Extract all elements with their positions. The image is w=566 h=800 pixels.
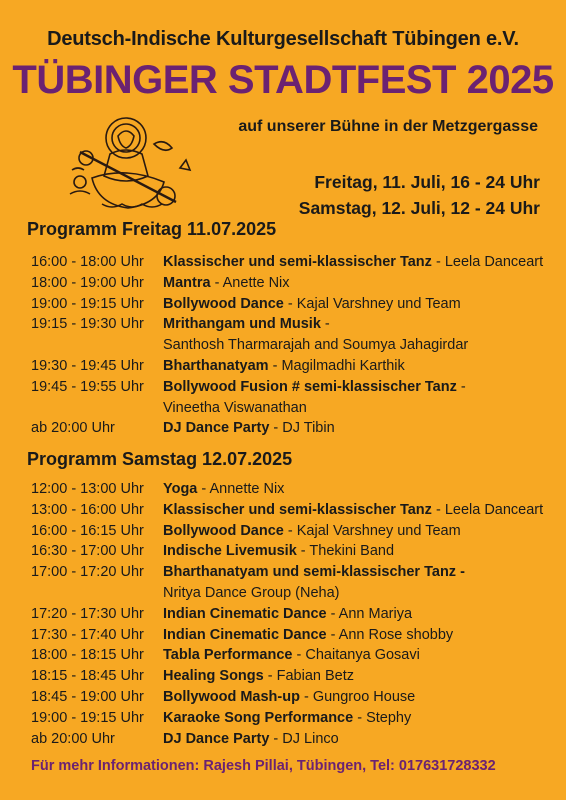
act-separator: - (197, 481, 210, 497)
act-title: Mrithangam und Musik (163, 316, 321, 333)
act-separator: - (431, 254, 445, 270)
date-friday: Freitag, 11. Juli, 16 - 24 Uhr (314, 172, 540, 192)
act-title: Yoga (163, 481, 198, 497)
row-time: 19:00 - 19:15 Uhr (31, 295, 144, 312)
schedule-row (31, 521, 551, 542)
act-title: Indian Cinematic Dance (163, 605, 327, 622)
row-time: 19:45 - 19:55 Uhr (31, 378, 144, 395)
schedule-row (31, 294, 551, 315)
date-saturday: Samstag, 12. Juli, 12 - 24 Uhr (298, 198, 540, 218)
section-title-friday: Programm Freitag 11.07.2025 (27, 219, 277, 239)
row-act (163, 583, 340, 604)
section-title-saturday: Programm Samstag 12.07.2025 (27, 449, 293, 469)
row-time: 13:00 - 16:00 Uhr (31, 501, 144, 518)
act-performer: Annette Nix (209, 481, 285, 497)
row-time: 16:00 - 16:15 Uhr (31, 522, 144, 539)
act-title: Karaoke Song Performance (163, 709, 354, 726)
act-title: Healing Songs (163, 668, 264, 685)
row-act (163, 418, 335, 439)
act-title: DJ Dance Party (163, 730, 270, 747)
row-act (163, 335, 468, 356)
row-time: 17:20 - 17:30 Uhr (31, 605, 144, 622)
row-time: 12:00 - 13:00 Uhr (31, 481, 144, 497)
act-separator: - (210, 274, 223, 291)
act-title: Bharthanatyam und semi-klassischer Tanz - (163, 564, 465, 581)
row-act (163, 666, 354, 687)
act-performer: DJ Linco (282, 730, 339, 747)
row-act (163, 479, 284, 500)
row-time: 17:30 - 17:40 Uhr (31, 626, 144, 643)
row-act (163, 604, 412, 625)
act-performer: Fabian Betz (276, 668, 354, 685)
act-separator: - (283, 295, 297, 312)
org-name: Deutsch-Indische Kulturgesellschaft Tübingen e.V. (47, 28, 519, 50)
act-performer: Anette Nix (222, 274, 290, 291)
act-separator: - (326, 626, 339, 643)
row-time: 18:00 - 19:00 Uhr (31, 274, 144, 291)
row-act (163, 645, 420, 666)
row-time: 19:15 - 19:30 Uhr (31, 316, 144, 333)
row-act (163, 521, 461, 542)
festival-title: TÜBINGER STADTFEST 2025 (12, 58, 554, 102)
row-time: 18:00 - 18:15 Uhr (31, 647, 144, 664)
schedule-row (31, 500, 551, 521)
act-separator: - (263, 668, 277, 685)
act-title: Bollywood Mash-up (163, 688, 300, 705)
act-performer: Ann Mariya (338, 605, 413, 622)
schedule-row (31, 708, 551, 729)
schedule-row (31, 377, 551, 398)
act-title: Indian Cinematic Dance (163, 626, 327, 643)
act-title: Bollywood Fusion # semi-klassischer Tanz (163, 378, 457, 395)
schedule-row (31, 666, 551, 687)
act-separator: - (296, 543, 310, 560)
act-title: DJ Dance Party (163, 420, 270, 437)
row-act (163, 729, 339, 750)
act-title: Bollywood Dance (163, 522, 284, 539)
act-title: Bollywood Dance (163, 295, 284, 312)
row-time: 18:45 - 19:00 Uhr (31, 688, 144, 705)
row-act (163, 252, 543, 273)
row-time: 16:00 - 18:00 Uhr (31, 254, 144, 270)
footer-contact: Für mehr Informationen: Rajesh Pillai, Tübingen, Tel: 017631728332 (31, 758, 496, 774)
schedule-row (31, 687, 551, 708)
act-title: Mantra (163, 274, 211, 291)
schedule-saturday (31, 479, 551, 749)
row-act (163, 500, 543, 521)
schedule-row (31, 562, 551, 583)
schedule-row (31, 314, 551, 335)
row-act (163, 708, 411, 729)
row-act (163, 377, 466, 398)
row-time: 19:00 - 19:15 Uhr (31, 709, 144, 726)
schedule-row (31, 398, 551, 419)
act-performer: Santhosh Tharmarajah and Soumya Jahagirdar (163, 337, 469, 354)
act-performer: Kajal Varshney und Team (296, 295, 461, 312)
act-title: Tabla Performance (163, 647, 293, 664)
act-performer: Kajal Varshney und Team (296, 522, 461, 539)
row-act (163, 294, 461, 315)
act-performer: Gungroo House (312, 688, 416, 705)
act-separator: - (283, 522, 297, 539)
row-time: ab 20:00 Uhr (31, 420, 115, 437)
schedule-row (31, 604, 551, 625)
act-title: Klassischer und semi-klassischer Tanz (163, 501, 432, 518)
row-time: 19:30 - 19:45 Uhr (31, 357, 144, 374)
act-separator: - (353, 709, 367, 726)
act-separator: - (456, 378, 466, 395)
act-separator: - (320, 316, 330, 333)
act-title: Klassischer und semi-klassischer Tanz (163, 254, 432, 270)
row-time: ab 20:00 Uhr (31, 730, 115, 747)
act-title: Bharthanatyam (163, 357, 269, 374)
row-time: 17:00 - 17:20 Uhr (31, 564, 144, 581)
row-act (163, 273, 290, 294)
act-performer: Vineetha Viswanathan (163, 399, 307, 416)
act-performer: Stephy (366, 709, 412, 726)
schedule-row (31, 335, 551, 356)
row-time: 16:30 - 17:00 Uhr (31, 543, 144, 560)
act-performer: Chaitanya Gosavi (305, 647, 420, 664)
schedule-row (31, 541, 551, 562)
act-performer: Magilmadhi Karthik (281, 357, 405, 374)
stage-subtitle: auf unserer Bühne in der Metzgergasse (238, 118, 538, 135)
act-performer: Leela Danceart (444, 254, 544, 270)
act-separator: - (431, 501, 445, 518)
act-separator: - (269, 730, 283, 747)
row-act (163, 625, 453, 646)
act-separator: - (299, 688, 313, 705)
schedule-row (31, 625, 551, 646)
act-performer: Ann Rose shobby (338, 626, 454, 643)
act-separator: - (326, 605, 339, 622)
schedule-friday (31, 252, 551, 439)
schedule-row (31, 273, 551, 294)
row-act (163, 562, 465, 583)
schedule-row (31, 356, 551, 377)
row-time: 18:15 - 18:45 Uhr (31, 668, 144, 685)
row-act (163, 398, 307, 419)
schedule-row (31, 252, 551, 273)
act-performer: Leela Danceart (444, 501, 544, 518)
schedule-row (31, 645, 551, 666)
act-separator: - (292, 647, 306, 664)
row-act (163, 356, 405, 377)
act-title: Indische Livemusik (163, 543, 297, 560)
act-separator: - (269, 420, 283, 437)
schedule-row (31, 729, 551, 750)
row-act (163, 687, 415, 708)
saraswati-veena-icon (62, 108, 202, 218)
act-performer: Thekini Band (309, 543, 395, 560)
schedule-row (31, 418, 551, 439)
row-act (163, 541, 394, 562)
row-act (163, 314, 330, 335)
act-separator: - (268, 357, 282, 374)
schedule-row (31, 583, 551, 604)
schedule-row (31, 479, 551, 500)
act-performer: Nritya Dance Group (Neha) (163, 584, 340, 601)
act-performer: DJ Tibin (282, 420, 335, 437)
